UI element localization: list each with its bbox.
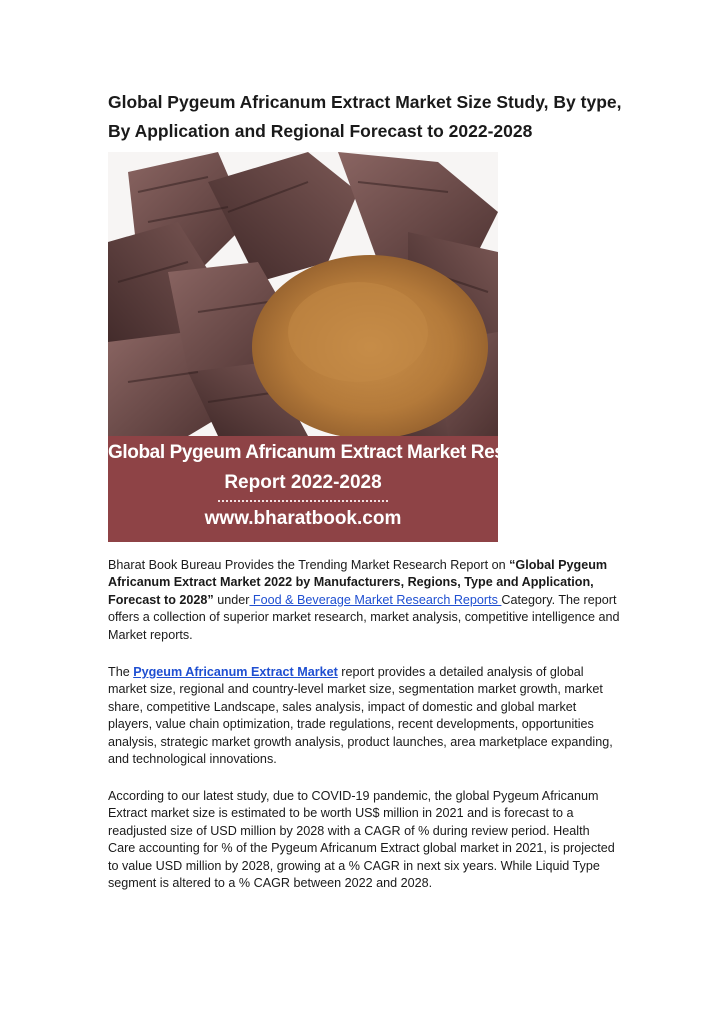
page-title: Global Pygeum Africanum Extract Market Size Study, By type, By Application and Regional Forecast to 2022-2028 <box>108 92 622 141</box>
intro-paragraph <box>108 557 620 644</box>
banner-divider <box>218 500 388 502</box>
intro-text: Bharat Book Bureau Provides the Trending Market Research Report on <box>108 558 510 572</box>
analysis-body: report provides a detailed analysis of global market size, regional and country-level market size, segmentation market growth, market share, competitive Landscape, sales analysis, impact of domestic and global market players, value chain optimization, trade regulations, recent developments, opportunities analysis, strategic market growth analysis, product launches, area marketplace expanding, and technological innovations. <box>108 665 613 767</box>
report-banner-image <box>108 152 554 542</box>
study-paragraph: According to our latest study, due to COVID-19 pandemic, the global Pygeum Africanum Extract market size is estimated to be worth US$ million in 2021 and is forecast to a readjusted size of USD million by 2028 with a CAGR of % during review period. Health Care accounting for % of the Pygeum Africanum Extract global market in 2021, is projected to value USD million by 2028, growing at a % CAGR in next six years. While Liquid Type segment is altered to a % CAGR between 2022 and 2028. <box>108 789 615 891</box>
banner-caption-bar <box>108 436 554 542</box>
analysis-paragraph <box>108 664 620 768</box>
under-text: under <box>213 592 250 607</box>
banner-title-line2: Report 2022-2028 <box>224 472 382 493</box>
food-beverage-reports-link[interactable]: Food & Beverage Market Research Reports <box>249 592 502 607</box>
pygeum-market-link[interactable]: Pygeum Africanum Extract Market <box>133 665 338 679</box>
report-name: “Global Pygeum Africanum Extract Market 2022 by Manufacturers, Regions, Type and Application, Forecast to 2028” <box>108 558 608 607</box>
banner-website: www.bharatbook.com <box>204 508 402 529</box>
banner-title-line1: Global Pygeum Africanum Extract Market Research <box>108 442 554 463</box>
analysis-lead: The <box>108 665 134 679</box>
intro-outro-text: Category. The report offers a collection of superior market research, market analysis, competitive intelligence and Market reports. <box>108 592 620 642</box>
